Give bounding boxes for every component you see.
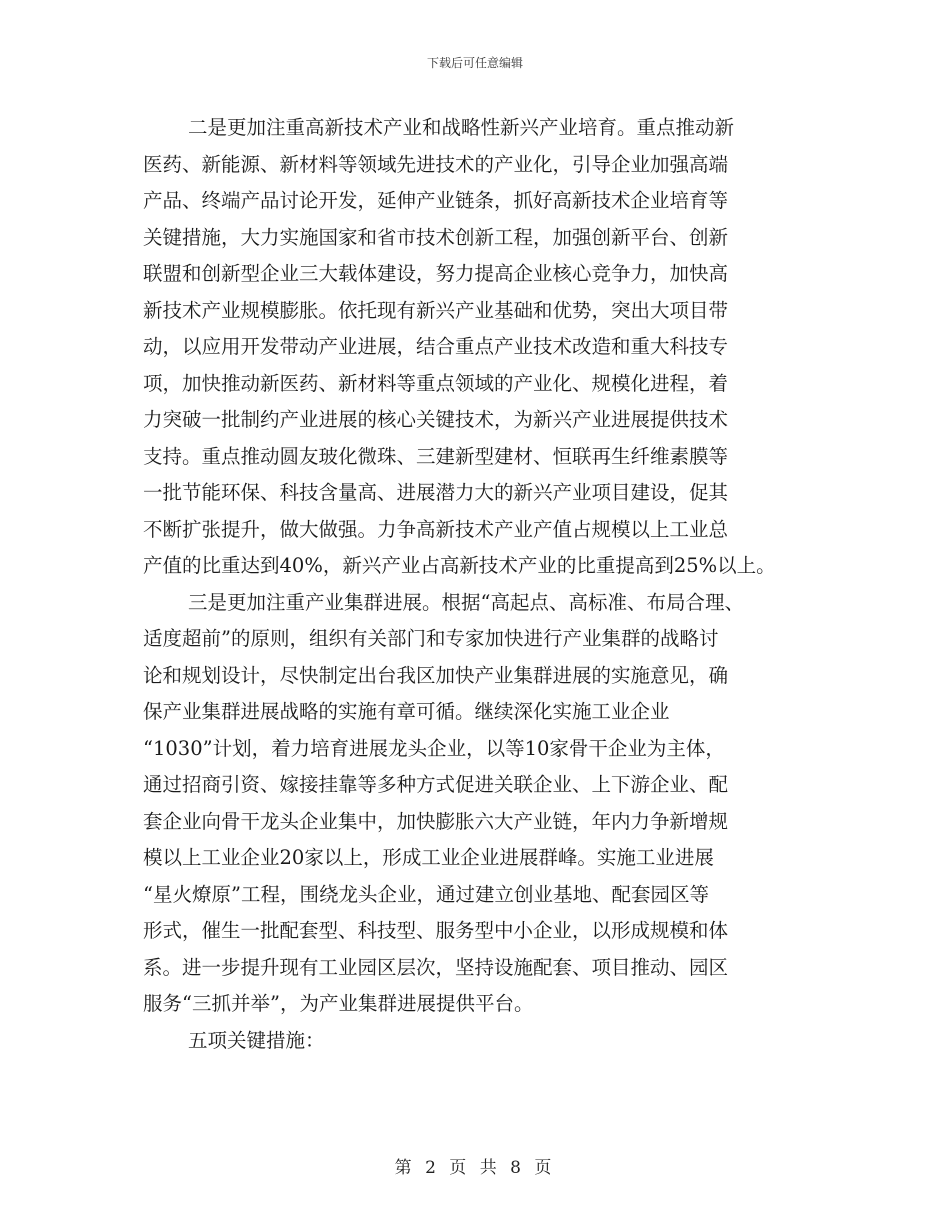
paragraph-line: 服务“三抓并举”，为产业集群进展提供平台。 (143, 992, 534, 1015)
paragraph-line: 动，以应用开发带动产业进展，结合重点产业技术改造和重大科技专 (143, 335, 729, 358)
paragraph-line: 项，加快推动新医药、新材料等重点领域的产业化、规模化进程，着 (143, 371, 729, 395)
paragraph-line: 三是更加注重产业集群进展。根据“高起点、高标准、布局合理、 (188, 590, 744, 614)
paragraph-line: 五项关键措施： (188, 1028, 325, 1052)
paragraph-line: 套企业向骨干龙头企业集中，加快膨胀六大产业链，年内力争新增规 (143, 809, 729, 833)
paragraph-line: “1030”计划，着力培育进展龙头企业，以等10家骨干企业为主体， (143, 736, 725, 760)
paragraph-line: 系。进一步提升现有工业园区层次，坚持设施配套、项目推动、园区 (143, 955, 729, 979)
paragraph-line: 论和规划设计，尽快制定出台我区加快产业集群进展的实施意见，确 (143, 663, 729, 687)
paragraph-line: 适度超前”的原则，组织有关部门和专家加快进行产业集群的战略讨 (143, 627, 719, 650)
body-text (143, 110, 813, 1059)
paragraph-line: 力突破一批制约产业进展的核心关键技术，为新兴产业进展提供技术 (143, 408, 729, 431)
paragraph-line: “星火燎原”工程，围绕龙头企业，通过建立创业基地、配套园区等 (143, 882, 709, 906)
page-footer: 第 2 页 共 8 页 (394, 1158, 556, 1178)
paragraph-line: 联盟和创新型企业三大载体建设，努力提高企业核心竞争力，加快高 (143, 262, 729, 285)
paragraph-line: 通过招商引资、嫁接挂靠等多种方式促进关联企业、上下游企业、配 (143, 773, 729, 796)
paragraph-line: 二是更加注重高新技术产业和战略性新兴产业培育。重点推动新 (188, 116, 735, 139)
paragraph-line: 不断扩张提升，做大做强。力争高新技术产业产值占规模以上工业总 (143, 517, 729, 541)
paragraph-line: 关键措施，大力实施国家和省市技术创新工程，加强创新平台、创新 (143, 225, 729, 249)
paragraph-line: 医药、新能源、新材料等领域先进技术的产业化，引导企业加强高端 (143, 152, 729, 176)
paragraph-line: 模以上工业企业20家以上，形成工业企业进展群峰。实施工业进展 (143, 846, 714, 869)
paragraph-line: 产品、终端产品讨论开发，延伸产业链条，抓好高新技术企业培育等 (143, 189, 729, 212)
paragraph-line: 保产业集群进展战略的实施有章可循。继续深化实施工业企业 (143, 700, 670, 723)
paragraph-line: 一批节能环保、科技含量高、进展潜力大的新兴产业项目建设，促其 (143, 481, 729, 504)
page-header: 下载后可任意编辑 (426, 56, 523, 70)
paragraph-line: 产值的比重达到40%，新兴产业占高新技术产业的比重提高到25%以上。 (143, 554, 776, 577)
paragraph-line: 支持。重点推动圆友玻化微珠、三建新型建材、恒联再生纤维素膜等 (143, 444, 729, 468)
paragraph-line: 新技术产业规模膨胀。依托现有新兴产业基础和优势，突出大项目带 (143, 298, 729, 322)
paragraph-line: 形式，催生一批配套型、科技型、服务型中小企业，以形成规模和体 (143, 919, 729, 942)
